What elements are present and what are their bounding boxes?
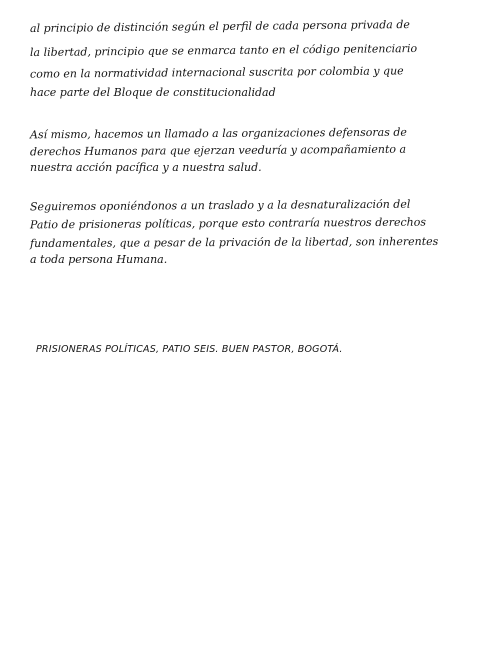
text-line: como en la normatividad internacional suscrita por colombia y que xyxy=(29,64,404,81)
text-line: Así mismo, hacemos un llamado a las organizaciones defensoras de xyxy=(29,125,407,142)
text-line: nuestra acción pacífica y a nuestra salud. xyxy=(30,161,262,174)
text-line: fundamentales, que a pesar de la privación de la libertad, son inherentes xyxy=(29,234,439,251)
text-line: al principio de distinción según el perfil de cada persona privada de xyxy=(29,18,410,35)
text-line: derechos Humanos para que ejerzan veeduría y acompañamiento a xyxy=(29,142,407,159)
text-line: Patio de prisioneras políticas, porque esto contraría nuestros derechos xyxy=(29,215,427,232)
text-line: Seguiremos oponiéndonos a un traslado y a la desnaturalización del xyxy=(29,197,411,214)
signature-line: PRISIONERAS POLÍTICAS, PATIO SEIS. BUEN PASTOR, BOGOTÁ. xyxy=(36,344,343,355)
text-line: la libertad, principio que se enmarca tanto en el código penitenciario xyxy=(29,41,418,60)
text-line: a toda persona Humana. xyxy=(30,253,168,266)
text-line: hace parte del Bloque de constitucionalidad xyxy=(30,86,276,99)
